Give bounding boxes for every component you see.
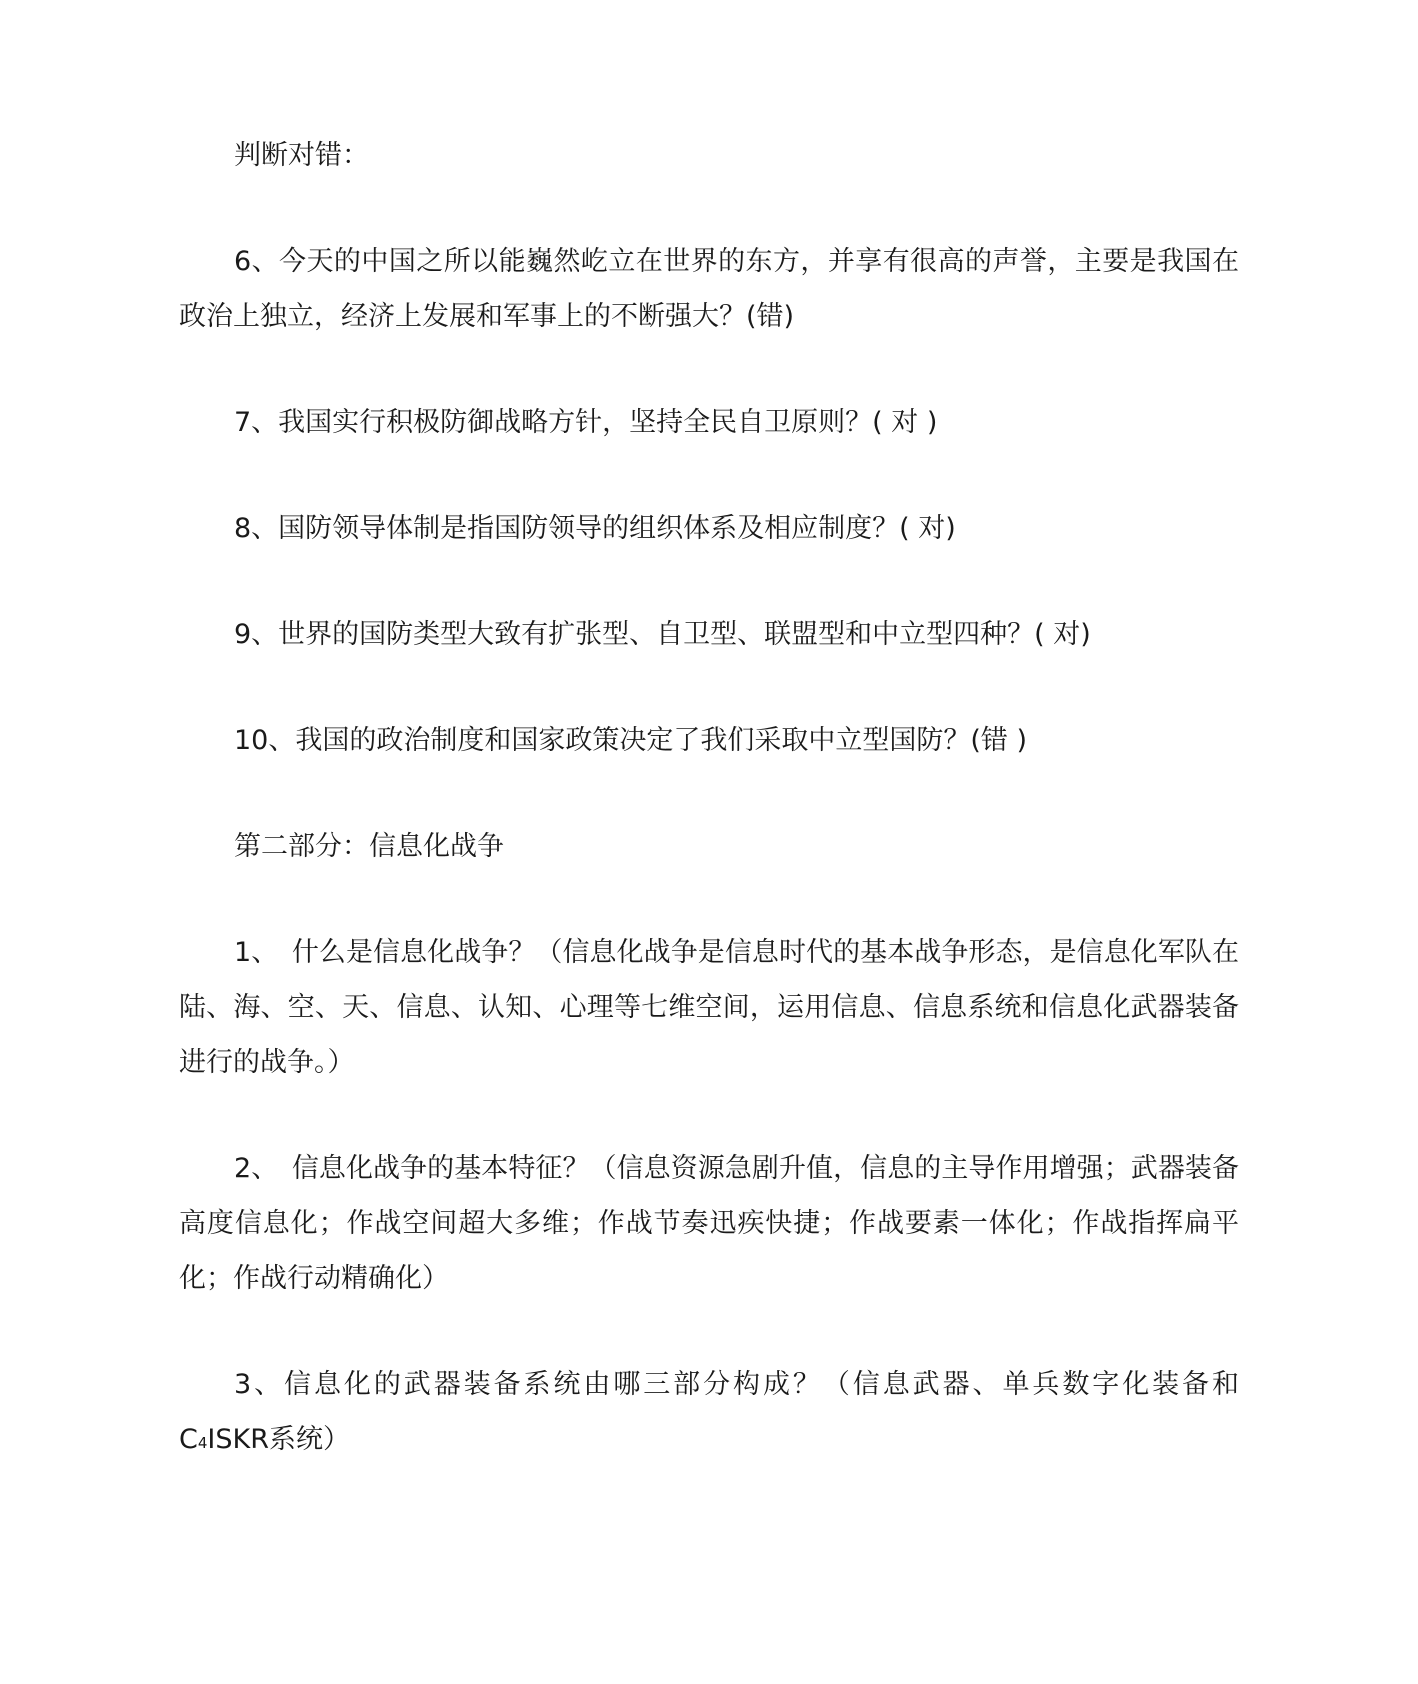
- paragraph-gap: [179, 662, 1239, 713]
- paragraph-gap: [179, 450, 1239, 501]
- section-title: 第二部分：信息化战争: [234, 831, 504, 862]
- paragraph-gap: [179, 768, 1239, 819]
- item-9: 9、世界的国防类型大致有扩张型、自卫型、联盟型和中立型四种？( 对): [234, 619, 1091, 650]
- paragraph-gap: [179, 1306, 1239, 1357]
- heading-judge: 判断对错：: [234, 140, 369, 171]
- question-1: 1、 什么是信息化战争？（信息化战争是信息时代的基本战争形态，是信息化军队在陆、海、空、天、信息、认知、心理等七维空间，运用信息、信息系统和信息化武器装备进行的战争。）: [179, 937, 1239, 1078]
- document-page: [179, 128, 1239, 1471]
- paragraph-gap: [179, 1090, 1239, 1141]
- question-3: [179, 1357, 1239, 1471]
- item-10: 10、我国的政治制度和国家政策决定了我们采取中立型国防？(错 ): [234, 725, 1028, 756]
- question-3-tail: ISKR系统）: [207, 1424, 350, 1455]
- question-3-subscript: 4: [197, 1434, 208, 1452]
- question-3-text: 3、信息化的武器装备系统由哪三部分构成？（信息武器、单兵数字化装备和 C: [179, 1369, 1239, 1455]
- item-7: 7、我国实行积极防御战略方针，坚持全民自卫原则？( 对 ): [234, 407, 938, 438]
- paragraph-gap: [179, 556, 1239, 607]
- paragraph-gap: [179, 874, 1239, 925]
- paragraph-gap: [179, 183, 1239, 234]
- paragraph-gap: [179, 344, 1239, 395]
- item-8: 8、国防领导体制是指国防领导的组织体系及相应制度？( 对): [234, 513, 956, 544]
- item-6: 6、今天的中国之所以能巍然屹立在世界的东方，并享有很高的声誉，主要是我国在政治上独立，经济上发展和军事上的不断强大？(错): [179, 246, 1239, 332]
- question-2: 2、 信息化战争的基本特征？（信息资源急剧升值，信息的主导作用增强；武器装备高度信息化；作战空间超大多维；作战节奏迅疾快捷；作战要素一体化；作战指挥扁平化；作战行动精确化）: [179, 1153, 1239, 1294]
